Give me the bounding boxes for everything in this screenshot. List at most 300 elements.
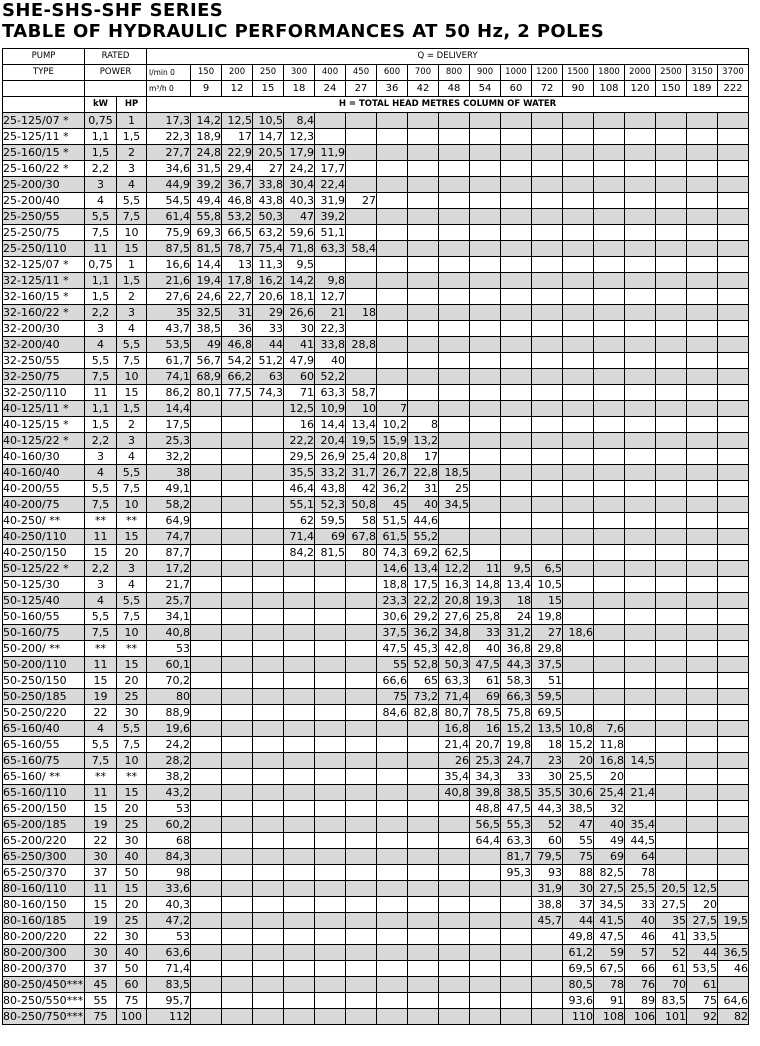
head-cell [253,625,284,641]
head-zero-cell: 88,9 [147,705,191,721]
head-cell [625,273,656,289]
head-cell [222,641,253,657]
table-row [3,945,749,961]
head-cell [532,273,563,289]
hp-cell: 2 [117,417,147,433]
head-cell [346,321,377,337]
head-cell [687,625,718,641]
pump-type-cell: 50-250/185 [3,689,85,705]
head-cell [687,561,718,577]
head-cell [656,785,687,801]
head-cell [284,945,315,961]
pump-type-cell: 65-160/55 [3,737,85,753]
head-cell [625,705,656,721]
head-cell [656,321,687,337]
head-cell [687,641,718,657]
head-cell [470,113,501,129]
head-cell [718,897,749,913]
head-cell: 31 [222,305,253,321]
head-cell [563,545,594,561]
head-cell [408,113,439,129]
table-row [3,913,749,929]
lmin-header-cell: 3700 [718,65,749,81]
head-cell: 60 [532,833,563,849]
head-cell: 16,2 [253,273,284,289]
head-cell [718,497,749,513]
head-cell: 61,2 [563,945,594,961]
kw-cell: 15 [85,545,117,561]
head-cell: 41,5 [594,913,625,929]
hp-cell: 5,5 [117,721,147,737]
head-cell: 83,5 [656,993,687,1009]
head-cell [191,705,222,721]
head-cell: 20,7 [470,737,501,753]
head-cell [191,817,222,833]
kw-cell: 3 [85,177,117,193]
head-zero-cell: 40,3 [147,897,191,913]
header-row-1 [3,49,749,65]
head-cell [563,369,594,385]
head-cell [191,417,222,433]
lmin-header-cell: 2000 [625,65,656,81]
kw-cell: ** [85,641,117,657]
head-cell [470,849,501,865]
kw-cell: 1,1 [85,401,117,417]
head-cell [718,337,749,353]
head-cell: 14,2 [284,273,315,289]
table-row [3,257,749,273]
head-cell [408,369,439,385]
head-cell: 68,9 [191,369,222,385]
kw-cell: 7,5 [85,497,117,513]
head-cell: 20 [687,897,718,913]
pump-type-cell: 25-125/07 * [3,113,85,129]
m3h-header-cell: 18 [284,81,315,97]
head-cell: 80,5 [563,977,594,993]
head-cell [625,641,656,657]
head-cell [346,225,377,241]
head-cell [532,209,563,225]
head-cell [346,113,377,129]
pump-type-cell: 80-200/370 [3,961,85,977]
head-cell [563,529,594,545]
head-cell [253,481,284,497]
head-cell [501,417,532,433]
head-zero-cell: 40,8 [147,625,191,641]
head-cell [253,769,284,785]
table-row [3,657,749,673]
head-zero-cell: 38,2 [147,769,191,785]
head-cell [470,337,501,353]
head-cell: 36,2 [408,625,439,641]
head-cell [377,289,408,305]
head-cell: 14,8 [470,577,501,593]
head-cell: 63,3 [501,833,532,849]
head-cell: 59,5 [532,689,563,705]
head-cell [594,657,625,673]
head-cell [594,641,625,657]
head-cell [470,545,501,561]
head-cell [625,529,656,545]
head-cell: 55,3 [501,817,532,833]
head-cell: 33 [501,769,532,785]
pump-type-cell: 50-200/110 [3,657,85,673]
head-cell: 34,3 [470,769,501,785]
head-cell [408,897,439,913]
head-cell: 45,3 [408,641,439,657]
head-cell [191,657,222,673]
head-cell [470,369,501,385]
head-cell [408,225,439,241]
head-cell [377,225,408,241]
head-cell: 20,6 [253,289,284,305]
head-cell [191,641,222,657]
head-cell [718,481,749,497]
table-row [3,993,749,1009]
head-cell [625,497,656,513]
pump-type-cell: 65-200/185 [3,817,85,833]
head-cell: 61 [656,961,687,977]
head-cell [625,657,656,673]
table-row [3,369,749,385]
head-cell [408,769,439,785]
lmin-header-cell: 800 [439,65,470,81]
head-cell [594,545,625,561]
head-cell: 58,4 [346,241,377,257]
lmin-header-cell: 1500 [563,65,594,81]
pump-header: PUMP [3,49,85,65]
head-cell: 17,8 [222,273,253,289]
head-cell [222,449,253,465]
head-cell [532,449,563,465]
head-cell: 7 [377,401,408,417]
pump-type-cell: 65-200/150 [3,801,85,817]
head-cell [656,433,687,449]
kw-cell: 11 [85,881,117,897]
head-cell: 18,5 [439,465,470,481]
head-cell: 29 [253,305,284,321]
table-row [3,465,749,481]
head-cell [346,993,377,1009]
head-cell [284,721,315,737]
head-cell [222,753,253,769]
kw-cell: 2,2 [85,305,117,321]
head-cell [346,737,377,753]
head-cell: 78,7 [222,241,253,257]
m3h-header-cell: 222 [718,81,749,97]
head-cell [191,497,222,513]
kw-cell: 4 [85,593,117,609]
head-cell [408,145,439,161]
head-cell [656,177,687,193]
head-cell: 16,8 [439,721,470,737]
head-cell [563,417,594,433]
head-cell [656,737,687,753]
head-cell: 18,8 [377,577,408,593]
head-cell [315,913,346,929]
head-cell [563,705,594,721]
head-cell [656,721,687,737]
head-cell [687,225,718,241]
head-cell: 37,5 [532,657,563,673]
head-cell: 14,2 [191,113,222,129]
head-cell [501,161,532,177]
head-cell: 28,8 [346,337,377,353]
head-cell: 24,2 [284,161,315,177]
table-row [3,865,749,881]
head-cell [625,385,656,401]
kw-cell: 55 [85,993,117,1009]
head-cell [377,337,408,353]
head-cell [315,753,346,769]
head-cell [718,273,749,289]
head-cell [532,481,563,497]
head-cell: 18,1 [284,289,315,305]
head-cell [470,241,501,257]
pump-type-cell: 50-125/40 [3,593,85,609]
head-cell [563,257,594,273]
head-cell [191,433,222,449]
head-cell [222,993,253,1009]
head-cell [315,833,346,849]
head-cell [718,593,749,609]
head-cell: 29,8 [532,641,563,657]
head-cell [687,385,718,401]
kw-cell: 22 [85,929,117,945]
head-cell [315,625,346,641]
head-cell [346,753,377,769]
head-cell: 33,8 [315,337,346,353]
head-cell: 33 [625,897,656,913]
head-cell: 13 [222,257,253,273]
head-cell [191,561,222,577]
hp-cell: 25 [117,817,147,833]
head-cell [439,849,470,865]
head-cell [470,865,501,881]
head-cell: 13,2 [408,433,439,449]
head-cell [408,913,439,929]
head-cell: 31 [408,481,439,497]
table-row [3,145,749,161]
head-cell: 106 [625,1009,656,1025]
head-cell: 41 [284,337,315,353]
kw-cell: 4 [85,337,117,353]
head-cell: 69,2 [408,545,439,561]
head-cell [594,241,625,257]
head-cell [625,337,656,353]
hp-cell: 10 [117,225,147,241]
hp-cell: 20 [117,545,147,561]
head-cell [687,449,718,465]
head-cell [253,945,284,961]
head-cell: 30,6 [377,609,408,625]
head-cell: 58,7 [346,385,377,401]
pump-type-cell: 25-125/11 * [3,129,85,145]
head-zero-cell: 74,7 [147,529,191,545]
head-cell: 18,9 [191,129,222,145]
head-cell: 11,8 [594,737,625,753]
head-cell [191,753,222,769]
head-cell [501,225,532,241]
head-cell [377,865,408,881]
head-cell: 66 [625,961,656,977]
head-zero-cell: 87,7 [147,545,191,561]
head-cell [346,977,377,993]
head-cell: 56,7 [191,353,222,369]
head-cell [625,353,656,369]
head-cell: 79,5 [532,849,563,865]
head-cell: 44,3 [501,657,532,673]
kw-cell: 37 [85,865,117,881]
head-cell [346,801,377,817]
head-cell [439,401,470,417]
head-cell [656,497,687,513]
head-cell [315,785,346,801]
pump-type-cell: 32-200/30 [3,321,85,337]
pump-type-cell: 25-160/22 * [3,161,85,177]
hp-cell: 5,5 [117,465,147,481]
head-cell [718,849,749,865]
head-cell [346,705,377,721]
kw-cell: 2,2 [85,433,117,449]
head-cell: 38,8 [532,897,563,913]
head-cell [191,465,222,481]
head-cell [315,721,346,737]
kw-cell: 22 [85,705,117,721]
head-cell [470,193,501,209]
head-cell: 66,5 [222,225,253,241]
head-zero-cell: 27,6 [147,289,191,305]
head-cell [346,913,377,929]
head-cell [439,321,470,337]
head-cell [346,593,377,609]
head-cell: 66,2 [222,369,253,385]
head-cell: 60 [284,369,315,385]
head-cell [253,913,284,929]
head-cell [687,513,718,529]
head-cell [377,833,408,849]
head-cell [594,609,625,625]
head-cell [253,689,284,705]
head-cell [222,481,253,497]
head-cell: 11,3 [253,257,284,273]
head-cell [284,1009,315,1025]
head-cell: 16,8 [594,753,625,769]
head-cell [377,241,408,257]
head-zero-cell: 34,6 [147,161,191,177]
head-cell: 35,4 [625,817,656,833]
head-cell [222,561,253,577]
performance-table [2,48,749,1025]
head-cell [284,785,315,801]
head-cell: 53,5 [687,961,718,977]
head-cell: 64,6 [718,993,749,1009]
head-zero-cell: 47,2 [147,913,191,929]
head-cell: 51,5 [377,513,408,529]
head-cell [470,897,501,913]
head-cell [501,977,532,993]
head-cell [501,241,532,257]
head-cell [718,673,749,689]
kw-cell: 2,2 [85,161,117,177]
kw-cell: 19 [85,913,117,929]
head-cell [315,257,346,273]
head-cell [470,353,501,369]
head-cell: 66,3 [501,689,532,705]
kw-cell: 22 [85,833,117,849]
head-cell [501,433,532,449]
head-cell [501,385,532,401]
head-cell [656,193,687,209]
table-row [3,929,749,945]
head-cell: 75,8 [501,705,532,721]
head-zero-cell: 38 [147,465,191,481]
head-cell [470,929,501,945]
kw-cell: 2,2 [85,561,117,577]
head-cell [718,609,749,625]
head-cell: 30 [284,321,315,337]
head-cell [718,753,749,769]
head-cell [439,897,470,913]
head-cell [191,977,222,993]
head-cell [284,865,315,881]
pump-type-cell: 50-250/150 [3,673,85,689]
head-cell [532,1009,563,1025]
hp-cell: 15 [117,241,147,257]
kw-cell: 1,5 [85,289,117,305]
head-cell [501,929,532,945]
head-cell: 101 [656,1009,687,1025]
head-cell: 22,9 [222,145,253,161]
head-cell [625,465,656,481]
head-cell [408,833,439,849]
head-zero-cell: 16,6 [147,257,191,273]
head-cell [563,193,594,209]
head-cell: 27,6 [439,609,470,625]
head-cell [439,433,470,449]
head-cell: 43,8 [253,193,284,209]
head-cell [377,1009,408,1025]
head-cell [222,913,253,929]
head-cell [377,273,408,289]
head-cell [315,673,346,689]
head-cell [532,961,563,977]
head-cell [408,257,439,273]
head-cell [346,689,377,705]
head-cell: 32 [594,801,625,817]
head-zero-cell: 95,7 [147,993,191,1009]
hp-cell: 3 [117,305,147,321]
head-cell [718,625,749,641]
head-cell [408,849,439,865]
head-cell: 49,4 [191,193,222,209]
head-zero-cell: 49,1 [147,481,191,497]
table-row [3,897,749,913]
head-cell: 39,2 [315,209,346,225]
head-cell: 13,5 [532,721,563,737]
head-cell: 84,2 [284,545,315,561]
head-cell [346,273,377,289]
table-row [3,289,749,305]
head-cell [687,337,718,353]
head-cell [377,929,408,945]
head-cell: 49 [191,337,222,353]
head-cell: 43,8 [315,481,346,497]
table-row [3,737,749,753]
head-cell: 52,3 [315,497,346,513]
kw-cell: 30 [85,849,117,865]
table-row [3,273,749,289]
